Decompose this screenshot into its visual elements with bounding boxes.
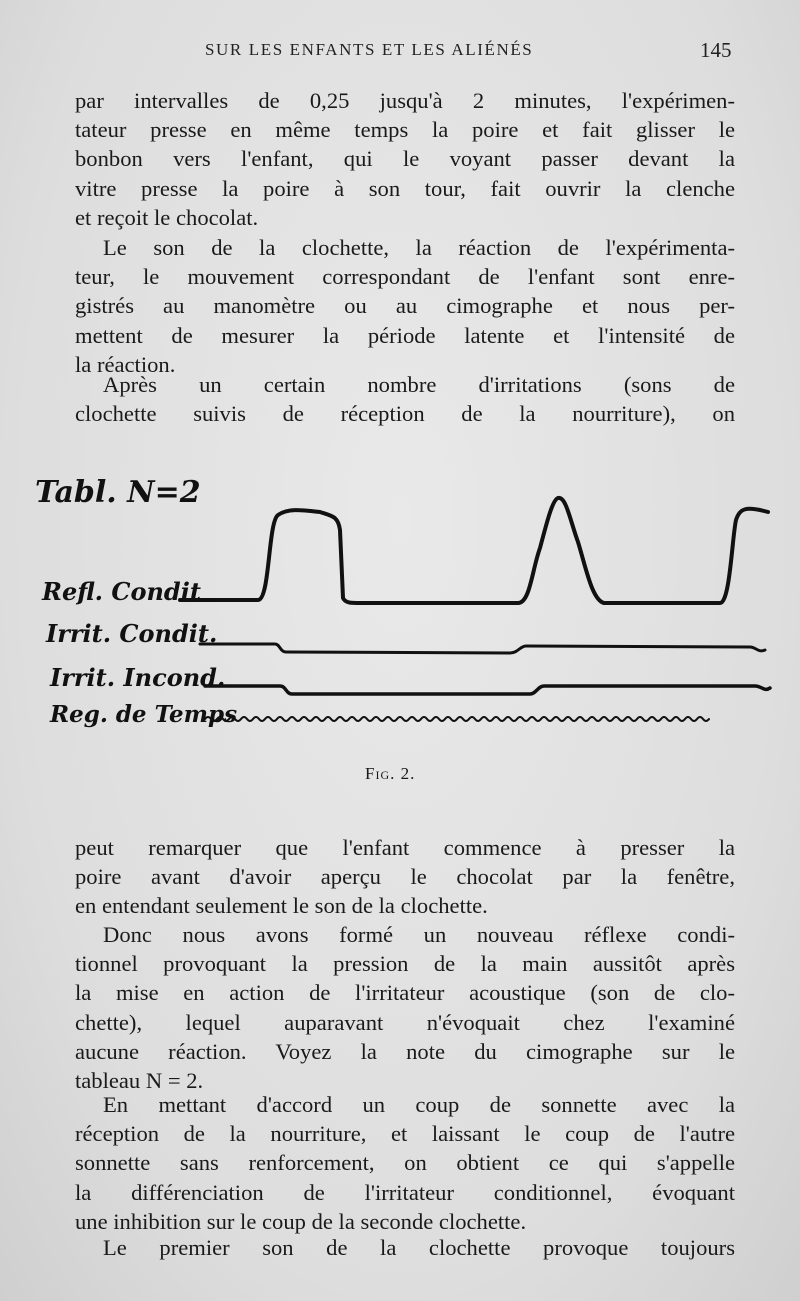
paragraph-6 <box>75 1090 735 1236</box>
text-line: Donc nous avons formé un nouveau réflexe condi- <box>103 922 735 947</box>
text-line: poire avant d'avoir aperçu le chocolat par la fenêtre, <box>75 864 735 890</box>
text-line: réception de la nourriture, et laissant le coup de l'autre <box>75 1121 735 1147</box>
paragraph-4 <box>75 833 735 921</box>
text-line: tionnel provoquant la pression de la main aussitôt après <box>75 951 735 977</box>
text-line: en entendant seulement le son de la clochette. <box>75 893 488 919</box>
conditioned-irritant-trace <box>200 644 765 653</box>
paragraph-7 <box>75 1233 735 1262</box>
text-line: aucune réaction. Voyez la note du cimographe sur le <box>75 1038 735 1064</box>
text-line: tateur presse en même temps la poire et fait glisser le <box>75 117 735 143</box>
text-line: par intervalles de 0,25 jusqu'à 2 minutes, l'expérimen- <box>75 88 735 113</box>
text-line: et reçoit le chocolat. <box>75 204 259 230</box>
text-line: Le premier son de la clochette provoque toujours <box>103 1235 735 1260</box>
running-head <box>0 40 800 66</box>
trace-label-reflex: Refl. Condit <box>42 577 201 606</box>
text-line: Après un certain nombre d'irritations (sons de <box>103 372 735 397</box>
text-line: la différenciation de l'irritateur conditionnel, évoquant <box>75 1179 735 1205</box>
text-line: chette), lequel auparavant n'évoquait chez l'examiné <box>75 1009 735 1035</box>
text-line: mettent de mesurer la période latente et l'intensité de <box>75 322 735 348</box>
text-line: gistrés au manomètre ou au cimographe et nous per- <box>75 293 735 319</box>
trace-label-unconditioned-irritant: Irrit. Incond. <box>50 663 226 692</box>
text-line: peut remarquer que l'enfant commence à presser la <box>75 835 735 860</box>
paragraph-1 <box>75 86 735 232</box>
time-register-trace <box>205 717 709 721</box>
unconditioned-irritant-trace <box>205 686 770 694</box>
trace-label-time-register: Reg. de Temps <box>50 701 238 728</box>
text-line: Le son de la clochette, la réaction de l'expérimenta- <box>103 235 735 260</box>
text-line: vitre presse la poire à son tour, fait ouvrir la clenche <box>75 175 735 201</box>
figure-handwritten-title: Tabl. N=2 <box>35 475 201 510</box>
text-line: clochette suivis de réception de la nourriture), on <box>75 401 735 427</box>
running-title: SUR LES ENFANTS ET LES ALIÉNÉS <box>205 40 534 59</box>
paragraph-5 <box>75 920 735 1095</box>
text-line: bonbon vers l'enfant, qui le voyant passer devant la <box>75 146 735 172</box>
text-line: En mettant d'accord un coup de sonnette avec la <box>103 1092 735 1117</box>
text-line: teur, le mouvement correspondant de l'enfant sont enre- <box>75 264 735 290</box>
page-number: 145 <box>700 38 732 62</box>
kymograph-tracing <box>30 460 775 750</box>
reflex-trace <box>180 498 768 603</box>
text-line: la mise en action de l'irritateur acoustique (son de clo- <box>75 980 735 1006</box>
trace-label-conditioned-irritant: Irrit. Condit. <box>46 619 218 648</box>
text-line: sonnette sans renforcement, on obtient ce qui s'appelle <box>75 1150 735 1176</box>
figure-caption: Fig. 2. <box>365 764 416 783</box>
figure-kymograph <box>30 460 775 750</box>
text-line: la réaction. <box>75 351 176 377</box>
paragraph-2 <box>75 233 735 379</box>
text-line: une inhibition sur le coup de la seconde clochette. <box>75 1208 527 1234</box>
text-line: tableau N = 2. <box>75 1068 204 1094</box>
paragraph-3 <box>75 370 735 428</box>
